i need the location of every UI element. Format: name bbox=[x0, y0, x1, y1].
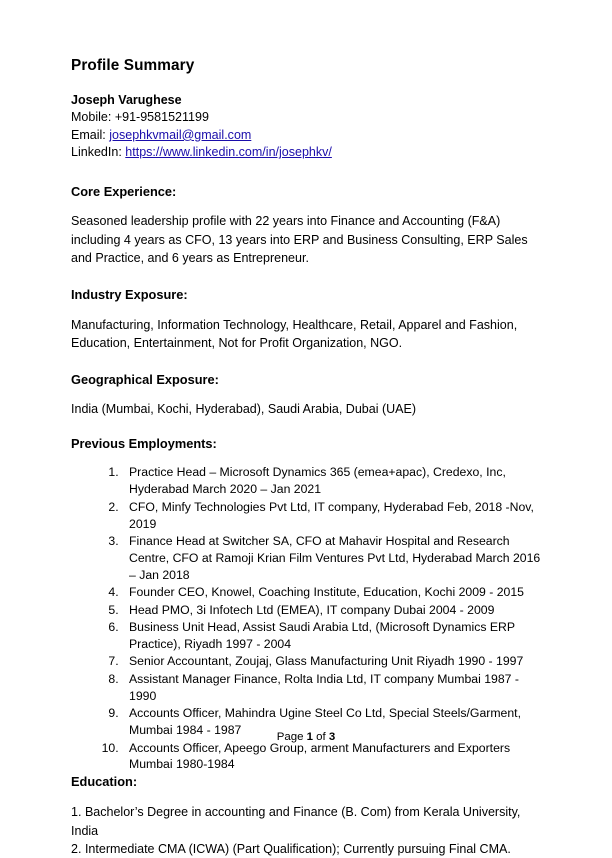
geographical-exposure-body: India (Mumbai, Kochi, Hyderabad), Saudi Arabia, Dubai (UAE) bbox=[71, 402, 417, 417]
industry-exposure-heading: Industry Exposure: bbox=[71, 286, 188, 302]
contact-email-line bbox=[71, 127, 541, 145]
contact-linkedin-line bbox=[71, 144, 541, 162]
list-item: 3. Finance Head at Switcher SA, CFO at Mahavir Hospital and Research Centre, CFO at Ramoji Krian Film Ventures Pvt Ltd, Hyderabad March 2016 – Jan 2018 bbox=[122, 533, 541, 584]
list-item: 8. Assistant Manager Finance, Rolta India Ltd, IT company Mumbai 1987 - 1990 bbox=[122, 671, 541, 705]
list-item: 6. Business Unit Head, Assist Saudi Arabia Ltd, (Microsoft Dynamics ERP Practice), Riyadh 1997 - 2004 bbox=[122, 619, 541, 653]
education-item-number: 1. bbox=[71, 805, 82, 820]
contact-mobile-line bbox=[71, 109, 541, 127]
linkedin-link[interactable]: https://www.linkedin.com/in/josephkv/ bbox=[125, 145, 332, 160]
list-item bbox=[71, 803, 541, 839]
list-item: 7. Senior Accountant, Zoujaj, Glass Manufacturing Unit Riyadh 1990 - 1997 bbox=[122, 653, 541, 670]
list-item: 1. Practice Head – Microsoft Dynamics 365 (emea+apac), Credexo, Inc, Hyderabad March 2020 – Jan 2021 bbox=[122, 464, 541, 498]
email-label: Email: bbox=[71, 127, 110, 142]
education-item-number: 2. bbox=[71, 841, 82, 856]
industry-exposure-body: Manufacturing, Information Technology, Healthcare, Retail, Apparel and Fashion, Education, Entertainment, Not for Profit Organization, NGO. bbox=[71, 317, 518, 350]
list-item: 9. Accounts Officer, Mahindra Ugine Steel Co Ltd, Special Steels/Garment, Mumbai 1984 - 1987 bbox=[122, 705, 541, 739]
email-link[interactable]: josephkvmail@gmail.com bbox=[109, 127, 252, 142]
page-footer bbox=[0, 731, 612, 745]
page-title: Profile Summary bbox=[71, 57, 195, 74]
contact-block bbox=[71, 92, 541, 162]
footer-total-pages: 3 bbox=[328, 731, 336, 743]
footer-page-prefix: Page bbox=[276, 731, 307, 743]
previous-employments-heading: Previous Employments: bbox=[71, 435, 217, 451]
education-heading: Education: bbox=[71, 773, 138, 789]
geographical-exposure-heading: Geographical Exposure: bbox=[71, 371, 219, 387]
mobile-label: Mobile: bbox=[71, 110, 115, 125]
previous-employments-list bbox=[71, 464, 541, 773]
footer-page-middle: of bbox=[313, 731, 329, 743]
list-item bbox=[71, 840, 541, 858]
core-experience-heading: Core Experience: bbox=[71, 183, 177, 199]
list-item: 4. Founder CEO, Knowel, Coaching Institute, Education, Kochi 2009 - 2015 bbox=[122, 584, 541, 601]
education-item-text: Intermediate CMA (ICWA) (Part Qualification); Currently pursuing Final CMA. bbox=[84, 841, 511, 856]
list-item: 5. Head PMO, 3i Infotech Ltd (EMEA), IT company Dubai 2004 - 2009 bbox=[122, 602, 541, 619]
list-item: 10. Accounts Officer, Apeego Group, arment Manufacturers and Exporters Mumbai 1980-1984 bbox=[122, 740, 541, 774]
contact-name: Joseph Varughese bbox=[71, 92, 182, 107]
core-experience-body: Seasoned leadership profile with 22 years into Finance and Accounting (F&A) including 4 years as CFO, 13 years into ERP and Business Consulting, ERP Sales and Practice, and 6 years as Entrepreneur. bbox=[71, 214, 528, 265]
linkedin-label: LinkedIn: bbox=[71, 145, 126, 160]
education-item-text: Bachelor’s Degree in accounting and Finance (B. Com) from Kerala University, India bbox=[71, 805, 521, 838]
education-list bbox=[71, 803, 541, 857]
list-item: 2. CFO, Minfy Technologies Pvt Ltd, IT company, Hyderabad Feb, 2018 -Nov, 2019 bbox=[122, 499, 541, 533]
mobile-value: +91-9581521199 bbox=[114, 110, 209, 125]
footer-current-page: 1 bbox=[306, 731, 313, 743]
